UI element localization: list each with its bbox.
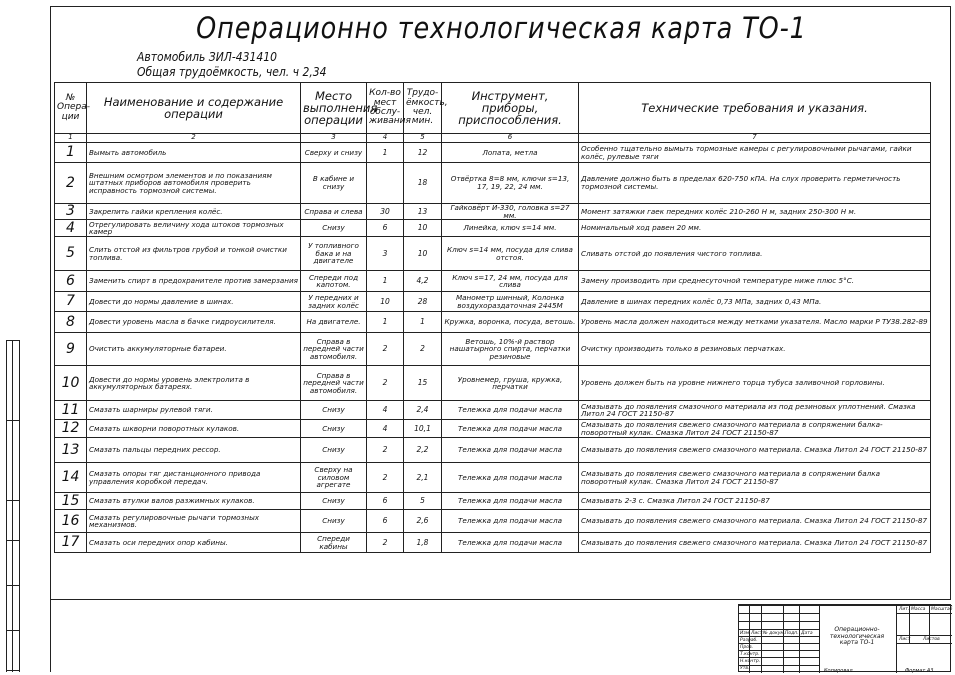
operation-labor: 2,2 bbox=[404, 438, 442, 463]
operation-requirements: Смазывать до появления свежего смазочного материала. Смазка Литол 24 ГОСТ 21150-87 bbox=[579, 510, 931, 533]
operation-labor: 10 bbox=[404, 220, 442, 237]
operation-place: Снизу bbox=[301, 401, 367, 420]
service-points-count: 30 bbox=[367, 204, 404, 220]
column-number: 4 bbox=[367, 134, 404, 143]
table-row bbox=[55, 204, 931, 220]
operation-tools: Тележка для подачи масла bbox=[442, 510, 579, 533]
operation-labor: 5 bbox=[404, 493, 442, 510]
operation-requirements: Очистку производить только в резиновых перчатках. bbox=[579, 333, 931, 366]
operation-place: Сверху и снизу bbox=[301, 143, 367, 163]
table-row bbox=[55, 333, 931, 366]
operation-place: В кабине и снизу bbox=[301, 163, 367, 204]
service-points-count: 1 bbox=[367, 143, 404, 163]
operation-place: Сверху на силовом агрегате bbox=[301, 463, 367, 493]
operation-labor: 2 bbox=[404, 333, 442, 366]
operation-number: 4 bbox=[55, 220, 87, 237]
operation-name: Смазать пальцы передних рессор. bbox=[87, 438, 301, 463]
operation-name: Закрепить гайки крепления колёс. bbox=[87, 204, 301, 220]
table-row bbox=[55, 292, 931, 312]
table-row bbox=[55, 163, 931, 204]
total-labor: Общая трудоёмкость, чел. ч 2,34 bbox=[137, 65, 327, 79]
operation-labor: 1 bbox=[404, 312, 442, 333]
table-row bbox=[55, 463, 931, 493]
operation-name: Смазать регулировочные рычаги тормозных механизмов. bbox=[87, 510, 301, 533]
operation-requirements: Сливать отстой до появления чистого топлива. bbox=[579, 237, 931, 271]
operation-name: Смазать опоры тяг дистанционного привода управления коробкой передач. bbox=[87, 463, 301, 493]
operation-place: Справа и слева bbox=[301, 204, 367, 220]
service-points-count: 6 bbox=[367, 510, 404, 533]
col-header-name: Наименование и содержание операции bbox=[87, 83, 301, 134]
operation-labor: 4,2 bbox=[404, 271, 442, 292]
stamp-label: Изм. bbox=[740, 631, 751, 636]
operation-labor: 10 bbox=[404, 237, 442, 271]
operation-place: Снизу bbox=[301, 420, 367, 438]
col-header-requirements: Технические требования и указания. bbox=[579, 83, 931, 134]
operation-number: 15 bbox=[55, 493, 87, 510]
stamp-scale: Масштаб bbox=[931, 607, 953, 612]
operation-labor: 12 bbox=[404, 143, 442, 163]
table-row bbox=[55, 493, 931, 510]
operation-number: 2 bbox=[55, 163, 87, 204]
stamp-mass: Масса bbox=[911, 607, 926, 612]
col-header-place: Место выполнения операции bbox=[301, 83, 367, 134]
col-header-labor: Трудо-ёмкость, чел. мин. bbox=[404, 83, 442, 134]
column-number: 2 bbox=[87, 134, 301, 143]
table-row bbox=[55, 220, 931, 237]
operation-name: Довести уровень масла в бачке гидроусилителя. bbox=[87, 312, 301, 333]
operation-tools: Манометр шинный, Колонка воздухораздаточная 2445М bbox=[442, 292, 579, 312]
stamp-role: Н.контр. bbox=[740, 659, 761, 664]
operation-place: На двигателе. bbox=[301, 312, 367, 333]
operation-name: Заменить спирт в предохранителе против замерзания bbox=[87, 271, 301, 292]
operation-place: Спереди под капотом. bbox=[301, 271, 367, 292]
operation-labor: 10,1 bbox=[404, 420, 442, 438]
table-row bbox=[55, 366, 931, 401]
operation-number: 5 bbox=[55, 237, 87, 271]
column-number-row bbox=[55, 134, 931, 143]
operation-place: Снизу bbox=[301, 493, 367, 510]
table-row bbox=[55, 510, 931, 533]
operation-labor: 15 bbox=[404, 366, 442, 401]
service-points-count: 1 bbox=[367, 271, 404, 292]
column-number: 5 bbox=[404, 134, 442, 143]
service-points-count bbox=[367, 163, 404, 204]
table-row bbox=[55, 420, 931, 438]
operation-name: Очистить аккумуляторные батареи. bbox=[87, 333, 301, 366]
operation-labor: 18 bbox=[404, 163, 442, 204]
operation-tools: Ключ s=17, 24 мм, посуда для слива bbox=[442, 271, 579, 292]
column-number: 1 bbox=[55, 134, 87, 143]
table-row bbox=[55, 533, 931, 553]
operation-tools: Тележка для подачи масла bbox=[442, 401, 579, 420]
column-number: 6 bbox=[442, 134, 579, 143]
stamp-label: № докум. bbox=[763, 631, 786, 636]
operation-requirements: Особенно тщательно вымыть тормозные камеры с регулировочными рычагами, гайки колёс, рулевые тяги bbox=[579, 143, 931, 163]
operation-requirements: Уровень должен быть на уровне нижнего торца тубуса заливочной горловины. bbox=[579, 366, 931, 401]
stamp-role: Пров. bbox=[740, 645, 754, 650]
operation-number: 9 bbox=[55, 333, 87, 366]
col-header-no: № Опера-ции bbox=[55, 83, 87, 134]
side-margin-stamp bbox=[6, 340, 50, 672]
operation-place: Справа в передней части автомобиля. bbox=[301, 366, 367, 401]
operation-name: Вымыть автомобиль bbox=[87, 143, 301, 163]
operation-tools: Линейка, ключ s=14 мм. bbox=[442, 220, 579, 237]
operation-number: 8 bbox=[55, 312, 87, 333]
stamp-lit: Лит. bbox=[899, 607, 910, 612]
stamp-role: Разраб. bbox=[740, 638, 758, 643]
table-row bbox=[55, 438, 931, 463]
operation-requirements: Смазывать до появления свежего смазочного материала. Смазка Литол 24 ГОСТ 21150-87 bbox=[579, 438, 931, 463]
operation-place: Справа в передней части автомобиля. bbox=[301, 333, 367, 366]
service-points-count: 2 bbox=[367, 533, 404, 553]
operation-requirements: Смазывать до появления смазочного материала из под резиновых уплотнений. Смазка Литол 24 ГОСТ 21150-87 bbox=[579, 401, 931, 420]
table-row bbox=[55, 271, 931, 292]
operation-name: Довести до нормы давление в шинах. bbox=[87, 292, 301, 312]
service-points-count: 6 bbox=[367, 493, 404, 510]
operation-requirements: Момент затяжки гаек передних колёс 210-260 Н м, задних 250-300 Н м. bbox=[579, 204, 931, 220]
format-label: Формат A3 bbox=[905, 668, 934, 674]
operation-number: 1 bbox=[55, 143, 87, 163]
table-row bbox=[55, 237, 931, 271]
operation-labor: 1,8 bbox=[404, 533, 442, 553]
operation-number: 13 bbox=[55, 438, 87, 463]
operations-table bbox=[54, 82, 931, 553]
operation-labor: 28 bbox=[404, 292, 442, 312]
operation-requirements: Смазывать 2-3 с. Смазка Литол 24 ГОСТ 21150-87 bbox=[579, 493, 931, 510]
service-points-count: 4 bbox=[367, 401, 404, 420]
title-block bbox=[738, 604, 951, 672]
operation-tools: Тележка для подачи масла bbox=[442, 493, 579, 510]
operation-number: 7 bbox=[55, 292, 87, 312]
operation-place: Снизу bbox=[301, 220, 367, 237]
operation-name: Смазать оси передних опор кабины. bbox=[87, 533, 301, 553]
operation-tools: Лопата, метла bbox=[442, 143, 579, 163]
column-number: 3 bbox=[301, 134, 367, 143]
operation-tools: Тележка для подачи масла bbox=[442, 438, 579, 463]
operation-tools: Тележка для подачи масла bbox=[442, 533, 579, 553]
operation-labor: 13 bbox=[404, 204, 442, 220]
col-header-count: Кол-во мест обслу-живания bbox=[367, 83, 404, 134]
service-points-count: 2 bbox=[367, 438, 404, 463]
table-row bbox=[55, 312, 931, 333]
operation-requirements: Уровень масла должен находиться между метками указателя. Масло марки Р ТУ38.282-89 bbox=[579, 312, 931, 333]
stamp-sheet: Лист bbox=[899, 637, 911, 642]
operation-name: Внешним осмотром элементов и по показаниям штатных приборов автомобиля проверить исправность тормозной системы. bbox=[87, 163, 301, 204]
operation-tools: Тележка для подачи масла bbox=[442, 463, 579, 493]
operation-requirements: Замену производить при среднесуточной температуре ниже плюс 5°С. bbox=[579, 271, 931, 292]
copied-label: Копировал bbox=[824, 668, 853, 674]
col-header-tools: Инструмент, приборы, приспособления. bbox=[442, 83, 579, 134]
operation-number: 11 bbox=[55, 401, 87, 420]
service-points-count: 1 bbox=[367, 312, 404, 333]
operation-tools: Отвёртка 8=8 мм, ключи s=13, 17, 19, 22, 24 мм. bbox=[442, 163, 579, 204]
operation-place: Спереди кабины bbox=[301, 533, 367, 553]
operation-place: Снизу bbox=[301, 438, 367, 463]
operation-place: У передних и задних колёс bbox=[301, 292, 367, 312]
service-points-count: 2 bbox=[367, 366, 404, 401]
operation-requirements: Давление в шинах передних колёс 0,73 МПа, задних 0,43 МПа. bbox=[579, 292, 931, 312]
operation-tools: Кружка, воронка, посуда, ветошь. bbox=[442, 312, 579, 333]
operation-labor: 2,6 bbox=[404, 510, 442, 533]
stamp-role: Утв. bbox=[740, 666, 750, 671]
operation-tools: Гайковёрт И-330, головка s=27 мм. bbox=[442, 204, 579, 220]
page-title: Операционно технологическая карта ТО-1 bbox=[196, 11, 807, 45]
operation-place: У топливного бака и на двигателе bbox=[301, 237, 367, 271]
stamp-sheets: Листов bbox=[923, 637, 940, 642]
operation-name: Отрегулировать величину хода штоков тормозных камер bbox=[87, 220, 301, 237]
vehicle-model: Автомобиль ЗИЛ-431410 bbox=[137, 50, 278, 64]
operation-number: 14 bbox=[55, 463, 87, 493]
operation-labor: 2,1 bbox=[404, 463, 442, 493]
column-number: 7 bbox=[579, 134, 931, 143]
operation-requirements: Смазывать до появления свежего смазочного материала в сопряжении балка поворотный кулак. Смазка Литол 24 ГОСТ 21150-87 bbox=[579, 463, 931, 493]
stamp-label: Дата bbox=[801, 631, 813, 636]
service-points-count: 2 bbox=[367, 333, 404, 366]
operation-number: 17 bbox=[55, 533, 87, 553]
operation-requirements: Номинальный ход равен 20 мм. bbox=[579, 220, 931, 237]
operation-name: Смазать втулки валов разжимных кулаков. bbox=[87, 493, 301, 510]
table-row bbox=[55, 143, 931, 163]
operation-number: 10 bbox=[55, 366, 87, 401]
operation-number: 3 bbox=[55, 204, 87, 220]
operation-number: 12 bbox=[55, 420, 87, 438]
service-points-count: 6 bbox=[367, 220, 404, 237]
operation-name: Смазать шкворни поворотных кулаков. bbox=[87, 420, 301, 438]
service-points-count: 2 bbox=[367, 463, 404, 493]
operation-place: Снизу bbox=[301, 510, 367, 533]
operation-tools: Ключ s=14 мм, посуда для слива отстоя. bbox=[442, 237, 579, 271]
operation-tools: Тележка для подачи масла bbox=[442, 420, 579, 438]
operation-requirements: Смазывать до появления свежего смазочного материала в сопряжении балка-поворотный кулак. Смазка Литол 24 ГОСТ 21150-87 bbox=[579, 420, 931, 438]
stamp-role: Т.контр. bbox=[740, 652, 760, 657]
operation-labor: 2,4 bbox=[404, 401, 442, 420]
operation-name: Довести до нормы уровень электролита в аккумуляторных батареях. bbox=[87, 366, 301, 401]
operation-tools: Уровнемер, груша, кружка, перчатки bbox=[442, 366, 579, 401]
service-points-count: 3 bbox=[367, 237, 404, 271]
operation-number: 6 bbox=[55, 271, 87, 292]
operation-number: 16 bbox=[55, 510, 87, 533]
service-points-count: 10 bbox=[367, 292, 404, 312]
stamp-document-title: Операционно-технологическая карта ТО-1 bbox=[829, 626, 885, 647]
stamp-label: Лист bbox=[751, 631, 763, 636]
operation-name: Слить отстой из фильтров грубой и тонкой очистки топлива. bbox=[87, 237, 301, 271]
operation-name: Смазать шарниры рулевой тяги. bbox=[87, 401, 301, 420]
operation-requirements: Смазывать до появления свежего смазочного материала. Смазка Литол 24 ГОСТ 21150-87 bbox=[579, 533, 931, 553]
table-header-row bbox=[55, 83, 931, 134]
table-row bbox=[55, 401, 931, 420]
stamp-label: Подп. bbox=[785, 631, 799, 636]
operation-requirements: Давление должно быть в пределах 620-750 кПА. На слух проверить герметичность тормозной системы. bbox=[579, 163, 931, 204]
operation-tools: Ветошь, 10%-й раствор нашатырного спирта, перчатки резиновые bbox=[442, 333, 579, 366]
service-points-count: 4 bbox=[367, 420, 404, 438]
